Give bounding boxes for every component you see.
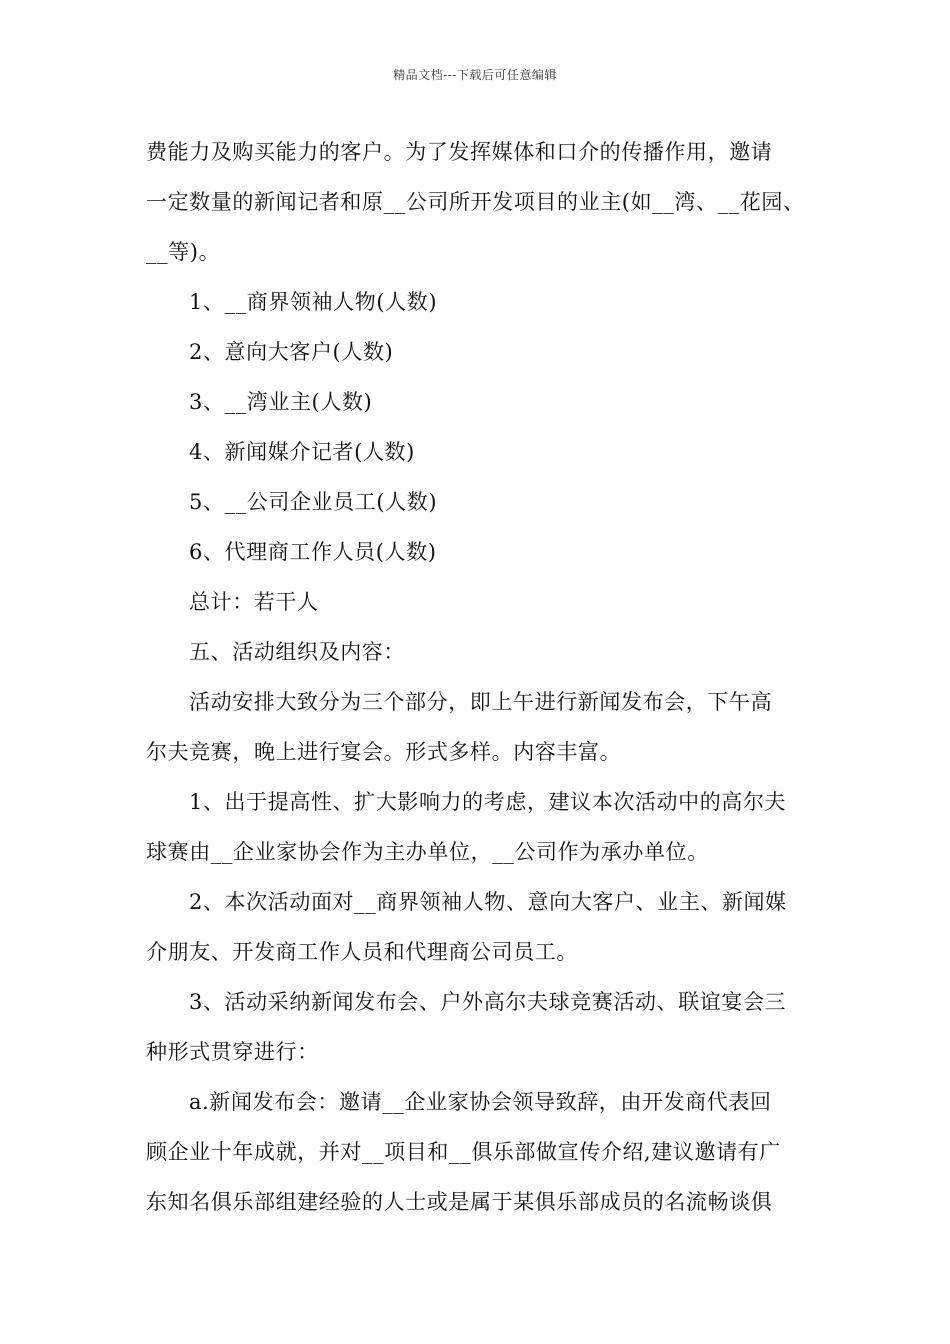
body-line-12: 活动安排大致分为三个部分，即上午进行新闻发布会，下午高 [189, 690, 773, 714]
list-item-2: 2、意向大客户(人数) [189, 340, 394, 364]
body-line-1: 费能力及购买能力的客户。为了发挥媒体和口介的传播作用，邀请 [146, 140, 773, 164]
body-line-20: a.新闻发布会：邀请__企业家协会领导致辞，由开发商代表回 [189, 1090, 772, 1114]
body-line-16: 2、本次活动面对__商界领袖人物、意向大客户、业主、新闻媒 [189, 890, 787, 914]
list-item-4: 4、新闻媒介记者(人数) [189, 440, 415, 464]
body-line-15: 球赛由__企业家协会作为主办单位，__公司作为承办单位。 [146, 840, 709, 864]
page-header: 精品文档---下载后可任意编辑 [393, 68, 557, 82]
list-item-6: 6、代理商工作人员(人数) [189, 540, 437, 564]
list-item-1: 1、__商界领袖人物(人数) [189, 290, 438, 314]
body-line-19: 种形式贯穿进行： [146, 1040, 319, 1064]
section-heading: 五、活动组织及内容： [189, 640, 405, 664]
body-line-2: 一定数量的新闻记者和原__公司所开发项目的业主(如__湾、__花园、 [146, 190, 805, 214]
body-line-13: 尔夫竞赛，晚上进行宴会。形式多样。内容丰富。 [146, 740, 622, 764]
body-line-14: 1、出于提高性、扩大影响力的考虑，建议本次活动中的高尔夫 [189, 790, 787, 814]
body-line-22: 东知名俱乐部组建经验的人士或是属于某俱乐部成员的名流畅谈俱 [146, 1190, 773, 1214]
body-line-3: __等)。 [146, 240, 221, 264]
list-item-5: 5、__公司企业员工(人数) [189, 490, 438, 514]
list-item-3: 3、__湾业主(人数) [189, 390, 373, 414]
body-line-21: 顾企业十年成就，并对__项目和__俱乐部做宣传介绍,建议邀请有广 [146, 1140, 781, 1164]
total-line: 总计：若干人 [189, 590, 319, 614]
body-line-17: 介朋友、开发商工作人员和代理商公司员工。 [146, 940, 578, 964]
body-line-18: 3、活动采纳新闻发布会、户外高尔夫球竞赛活动、联谊宴会三 [189, 990, 787, 1014]
